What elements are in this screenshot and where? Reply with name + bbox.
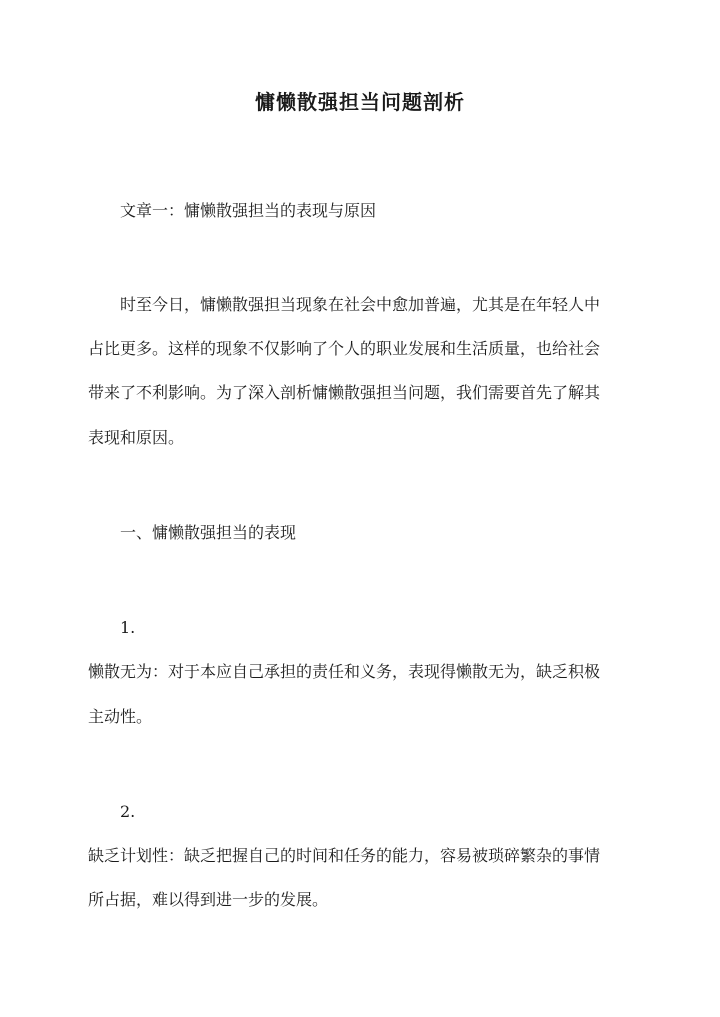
item-1-line-1: 懒散无为：对于本应自己承担的责任和义务，表现得懒散无为，缺乏积极 [88,662,601,681]
section-heading: 一、慵懒散强担当的表现 [120,523,297,542]
item-1-line-2: 主动性。 [88,707,153,726]
intro-line-2: 占比更多。这样的现象不仅影响了个人的职业发展和生活质量，也给社会 [88,339,601,358]
intro-line-1: 时至今日，慵懒散强担当现象在社会中愈加普遍，尤其是在年轻人中 [120,295,601,314]
intro-line-4: 表现和原因。 [88,428,185,447]
intro-line-3: 带来了不利影响。为了深入剖析慵懒散强担当问题，我们需要首先了解其 [88,383,601,402]
article-subtitle: 文章一：慵懒散强担当的表现与原因 [120,201,377,220]
item-2-line-1: 缺乏计划性：缺乏把握自己的时间和任务的能力，容易被琐碎繁杂的事情 [88,846,601,865]
item-2-number: 2. [120,802,136,821]
document-title: 慵懒散强担当问题剖析 [255,90,465,114]
item-2-line-2: 所占据，难以得到进一步的发展。 [88,890,329,909]
item-1-number: 1. [120,618,136,637]
